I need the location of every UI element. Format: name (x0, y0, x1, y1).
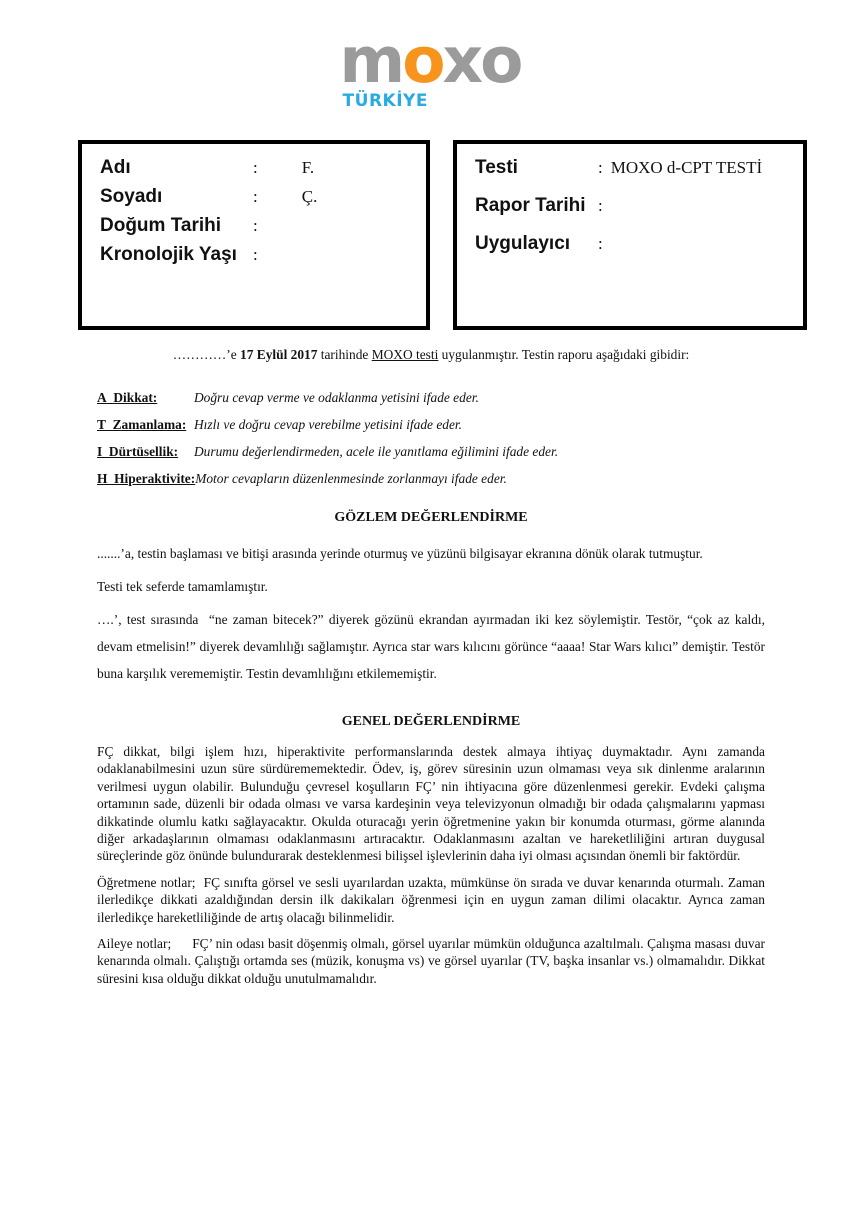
moxo-logo (0, 24, 860, 111)
intro-test-date: 17 Eylül 2017 (240, 347, 318, 362)
field-label: Testi (475, 157, 518, 178)
intro-test-name: MOXO testi (371, 347, 439, 362)
patient-info-box (78, 140, 430, 330)
patient-row-name (100, 157, 408, 186)
report-body (97, 346, 765, 996)
general-section-heading: GENEL DEĞERLENDİRME (341, 714, 521, 729)
field-colon: : (598, 158, 603, 177)
definition-description: Durumu değerlendirmeden, acele ile yanıtlama eğilimini ifade eder. (194, 444, 559, 459)
general-paragraph-family-notes: Aileye notlar; FÇ’ nin odası basit döşenmiş olmalı, görsel uyarılar mümkün olduğunca azaltılmalı. Çalışma masası duvar kenarında olmalı. Çalıştığı ortamda ses (müzik, konuşma vs) ve görsel uyarılar (TV, başka insanlar vs.) olmamalıdır. Dikkat süresini kısa olduğu dikkat olduğu unutulmamalıdır. (97, 936, 765, 986)
field-value: MOXO d-CPT TESTİ (610, 158, 763, 177)
field-label: Kronolojik Yaşı (100, 244, 237, 265)
test-info-box (453, 140, 807, 330)
field-label: Soyadı (100, 186, 163, 207)
patient-row-birthdate (100, 215, 408, 244)
observation-paragraph: ….’, test sırasında “ne zaman bitecek?” diyerek gözünü ekrandan ayırmadan iki kez söylemiştir. Testör, “çok az kaldı, devam etmelisin!” diyerek devamlılığı sağlamıştır. Ayrıca star wars kılıcını görünce “aaaa! Star Wars kılıcı” demiştir. Testör buna karşılık verememiştir. Testin devamlılığını etkilememiştir. (97, 612, 765, 681)
logo-letter-o-orange: o (402, 24, 443, 97)
definition-description: Motor cevapların düzenlenmesinde zorlanmayı ifade eder. (195, 471, 507, 486)
observation-paragraph: .......’a, testin başlaması ve bitişi arasında yerinde oturmuş ve yüzünü bilgisayar ekranına dönük olarak tutmuştur. (97, 546, 703, 561)
definition-row-timing (97, 411, 765, 438)
field-colon: : (598, 196, 603, 215)
definition-row-hyperactivity (97, 465, 765, 492)
logo-letter-o: o (480, 24, 521, 97)
field-colon: : (253, 158, 258, 177)
observation-section-heading: GÖZLEM DEĞERLENDİRME (334, 510, 528, 525)
field-label: Adı (100, 157, 131, 178)
definition-description: Doğru cevap verme ve odaklanma yetisini ifade eder. (194, 390, 479, 405)
definitions-list (97, 384, 765, 492)
field-value: F. (301, 158, 315, 177)
field-colon: : (253, 187, 258, 206)
general-paragraph-teacher-notes: Öğretmene notlar; FÇ sınıfta görsel ve sesli uyarılardan uzakta, mümkünse ön sırada ve duvar kenarında oturmalı. Zaman ilerledikçe dikkati azaldığından dersin ilk dakikaları öğrenmesi için en uygun zaman dilimi olacaktır. Ayrıca zaman ilerledikçe hareketliliğinde de artış olacağı bilinmelidir. (97, 874, 765, 925)
info-boxes-row (78, 140, 807, 330)
definition-label: I Dürtüsellik: (97, 444, 179, 459)
test-row-test-name (475, 157, 785, 195)
field-colon: : (253, 216, 258, 235)
test-row-administrator (475, 233, 785, 271)
field-colon: : (598, 234, 603, 253)
definition-label: A Dikkat: (97, 390, 158, 405)
logo-letter-m: m (339, 24, 403, 97)
field-label: Rapor Tarihi (475, 195, 586, 216)
patient-row-chronological-age (100, 244, 408, 273)
intro-prefix: …………’e (172, 347, 241, 362)
patient-row-surname (100, 186, 408, 215)
field-label: Uygulayıcı (475, 233, 571, 254)
intro-suffix: uygulanmıştır. Testin raporu aşağıdaki gibidir: (438, 347, 690, 362)
definition-row-attention (97, 384, 765, 411)
observation-paragraph: Testi tek seferde tamamlamıştır. (97, 579, 268, 594)
test-row-report-date (475, 195, 785, 233)
intro-middle: tarihinde (317, 347, 372, 362)
field-label: Doğum Tarihi (100, 215, 222, 236)
intro-line (97, 346, 765, 363)
definition-description: Hızlı ve doğru cevap verebilme yetisini ifade eder. (194, 417, 462, 432)
logo-letter-x: x (442, 24, 481, 97)
definition-label: T Zamanlama: (97, 417, 187, 432)
general-paragraph: FÇ dikkat, bilgi işlem hızı, hiperaktivite performanslarında destek almaya ihtiyaç duymaktadır. Aynı zamanda odaklanabilmesini uzun süre sürdürememektedir. Ödev, iş, görev süresinin uzun olmaması veya sık dinlenme aralarının verilmesi uygun olabilir. Bulunduğu çevresel koşulların FÇ’ nin ihtiyacına göre düzenlenmesi gerekir. Evdeki çalışma ortamının sade, düzenli bir odada olması ve varsa kardeşinin veya televizyonun olmadığı bir odada çalışmalarını yapması dikkatinde olumlu katkı sağlayacaktır. Okulda oturacağı yerin öğretmenine yakın bir konumda oturması, görme alanında diğer arkadaşlarının olmaması odaklanmasını artıracaktır. Odaklanmasını azaltan ve hareketliliğini artıran duygusal süreçlerinde göz önünde bulundurarak desteklenmesi bilişsel işlevlerinin daha iyi olması açısından önemli bir faktördür. (97, 744, 765, 864)
moxo-wordmark (339, 24, 521, 97)
field-colon: : (253, 245, 258, 264)
moxo-logo-inner (339, 24, 521, 111)
logo-country-label: TÜRKİYE (342, 91, 428, 111)
definition-label: H Hiperaktivite: (97, 471, 196, 486)
definition-row-impulsivity (97, 438, 765, 465)
field-value: Ç. (301, 187, 318, 206)
